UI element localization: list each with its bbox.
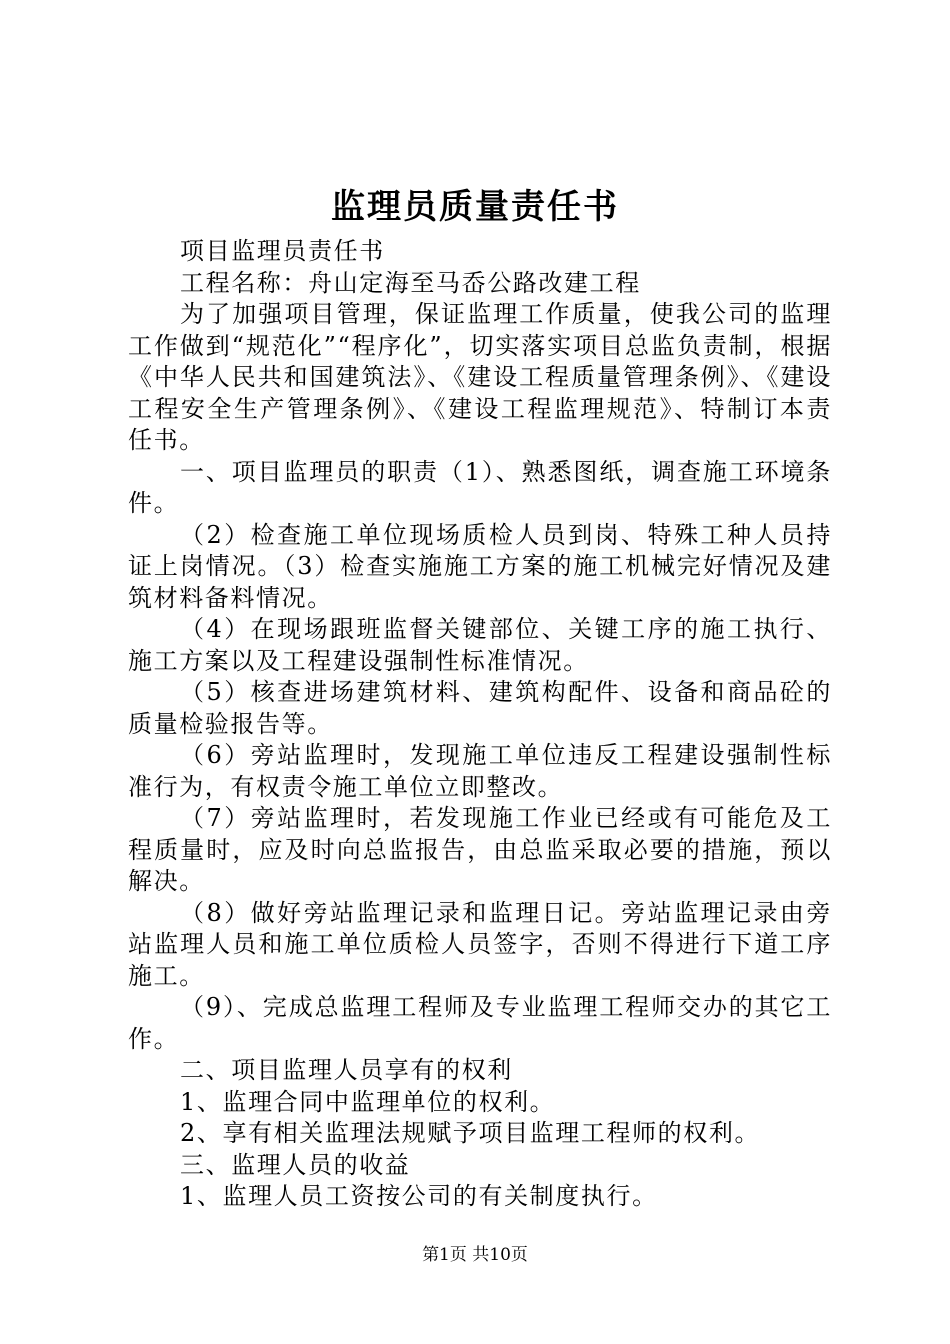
document-body (128, 236, 832, 1213)
paragraph-duty-6: （6）旁站监理时，发现施工单位违反工程建设强制性标准行为，有权责令施工单位立即整改。 (128, 741, 832, 801)
paragraph-duty-7: （7）旁站监理时，若发现施工作业已经或有可能危及工程质量时，应及时向总监报告，由总监采取必要的措施，预以解决。 (128, 804, 832, 895)
paragraph-intro: 为了加强项目管理，保证监理工作质量，使我公司的监理工作做到“规范化”“程序化”，切实落实项目总监负责制，根据《中华人民共和国建筑法》、《建设工程质量管理条例》、《建设工程安全生产管理条例》、《建设工程监理规范》、特制订本责任书。 (128, 300, 832, 454)
paragraph-project-name: 工程名称：舟山定海至马岙公路改建工程 (180, 268, 641, 297)
paragraph-duty-9: （9）、完成总监理工程师及专业监理工程师交办的其它工作。 (128, 993, 832, 1053)
paragraph-heading: 项目监理员责任书 (180, 237, 385, 265)
paragraph-duty-2-3: （2）检查施工单位现场质检人员到岗、特殊工种人员持证上岗情况。（3）检查实施施工方案的施工机械完好情况及建筑材料备料情况。 (128, 520, 832, 612)
paragraph-rights-1: 1、监理合同中监理单位的权利。 (180, 1087, 556, 1116)
document-title: 监理员质量责任书 (331, 187, 619, 227)
paragraph-rights-2: 2、享有相关监理法规赋予项目监理工程师的权利。 (180, 1119, 761, 1147)
paragraph-duty-1: 一、项目监理员的职责（1）、熟悉图纸，调查施工环境条件。 (128, 457, 832, 517)
paragraph-duty-5: （5）核查进场建筑材料、建筑构配件、设备和商品砼的质量检验报告等。 (128, 678, 832, 738)
paragraph-rights-heading: 二、项目监理人员享有的权利 (180, 1056, 513, 1084)
paragraph-duty-8: （8）做好旁站监理记录和监理日记。旁站监理记录由旁站监理人员和施工单位质检人员签字，否则不得进行下道工序施工。 (128, 898, 832, 990)
page-number-footer: 第1页 共10页 (422, 1245, 528, 1265)
paragraph-duty-4: （4）在现场跟班监督关键部位、关键工序的施工执行、施工方案以及工程建设强制性标准情况。 (128, 615, 832, 675)
paragraph-income-1: 1、监理人员工资按公司的有关制度执行。 (180, 1182, 658, 1210)
paragraph-income-heading: 三、监理人员的收益 (180, 1150, 411, 1179)
